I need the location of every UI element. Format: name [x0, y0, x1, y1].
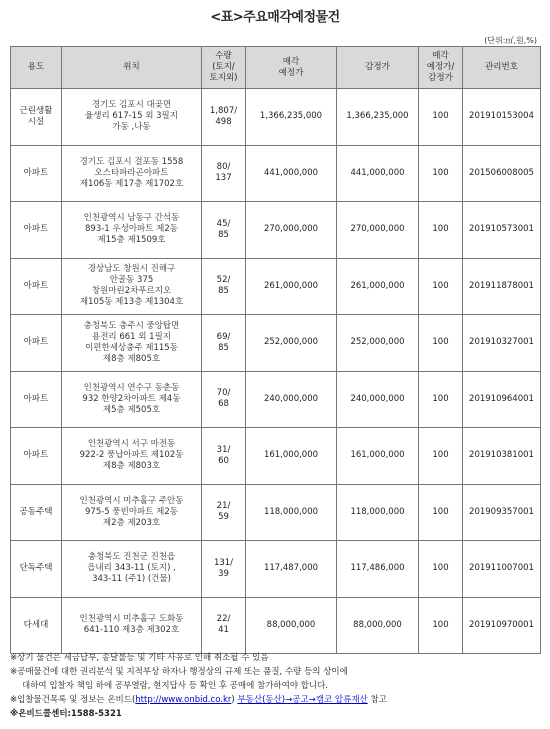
quantity-line: 22/	[216, 614, 231, 625]
cell-mgmt-no: 201910970001	[463, 597, 541, 654]
quantity-line: 39	[218, 568, 229, 579]
header-sale-price-line: 매각	[282, 56, 300, 67]
quantity-line: 60	[218, 455, 229, 466]
cell-usage	[11, 484, 62, 541]
cell-location	[62, 541, 202, 598]
cell-appraisal: 441,000,000	[337, 145, 419, 202]
cell-quantity	[202, 597, 246, 654]
location-line: 인천광역시 미추홀구 도화동	[79, 614, 184, 625]
header-quantity-line: 수량	[215, 51, 232, 61]
table-header-row	[11, 47, 541, 89]
quantity-line: 137	[215, 173, 232, 184]
location-line: 경기도 김포시 대곶면	[91, 100, 172, 111]
header-ratio-line: 예정가/	[426, 62, 455, 72]
quantity-line: 498	[215, 116, 232, 127]
quantity-line: 45/	[216, 218, 231, 229]
location-line: 922-2 풍납아파트 제102동	[79, 450, 184, 461]
cell-sale-price: 1,366,235,000	[246, 89, 337, 146]
location-line: 제8층 제803호	[102, 461, 161, 472]
property-table	[10, 46, 541, 654]
cell-location	[62, 597, 202, 654]
table-row	[11, 597, 541, 654]
cell-usage	[11, 428, 62, 485]
cell-location	[62, 484, 202, 541]
location-line: 893-1 우성아파트 제2동	[85, 224, 178, 235]
location-line: 율생리 617-15 외 3필지	[85, 111, 178, 122]
cell-quantity	[202, 371, 246, 428]
quantity-line: 131/	[213, 557, 234, 568]
usage-line: 공동주택	[19, 506, 53, 517]
table-row	[11, 202, 541, 259]
note-line: ※상기 물건은 세금납부, 송달불능 및 기타 사유로 인해 취소될 수 있음	[10, 653, 269, 663]
cell-quantity	[202, 258, 246, 315]
location-line: 충청북도 충주시 중앙탑면	[83, 320, 180, 331]
cell-mgmt-no: 201910381001	[463, 428, 541, 485]
quantity-line: 59	[218, 512, 229, 523]
table-row	[11, 315, 541, 372]
header-location: 위치	[62, 47, 202, 89]
cell-quantity	[202, 89, 246, 146]
header-sale-price	[246, 47, 337, 89]
table-row	[11, 541, 541, 598]
note-text: ※입찰물건목록 및 정보는 온비드(	[10, 695, 136, 705]
location-line: 가동 ,나동	[112, 122, 151, 133]
cell-appraisal: 240,000,000	[337, 371, 419, 428]
usage-line: 아파트	[23, 280, 49, 291]
cell-sale-price: 88,000,000	[246, 597, 337, 654]
location-line: 제106동 제17층 제1702호	[79, 178, 184, 189]
cell-ratio: 100	[419, 484, 463, 541]
cell-usage	[11, 315, 62, 372]
table-row	[11, 371, 541, 428]
table-row	[11, 145, 541, 202]
header-ratio-line: 매각	[432, 51, 449, 61]
document-title: <표>주요매각예정물건	[210, 10, 340, 25]
note-text: )	[231, 695, 238, 705]
location-line: 제105동 제13층 제1304호	[79, 297, 184, 308]
cell-quantity	[202, 202, 246, 259]
cell-usage	[11, 89, 62, 146]
location-line: 오스타파라곤아파트	[94, 167, 169, 178]
cell-appraisal: 252,000,000	[337, 315, 419, 372]
cell-mgmt-no: 201910573001	[463, 202, 541, 259]
location-line: 경상남도 창원시 진해구	[87, 264, 176, 275]
header-appraisal: 감정가	[337, 47, 419, 89]
location-line: 안골동 375	[109, 275, 154, 286]
header-ratio	[419, 47, 463, 89]
quantity-line: 80/	[216, 162, 231, 173]
header-sale-price-line: 예정가	[278, 67, 304, 78]
cell-usage	[11, 145, 62, 202]
cell-ratio: 100	[419, 597, 463, 654]
cell-appraisal: 261,000,000	[337, 258, 419, 315]
quantity-line: 52/	[216, 275, 231, 286]
usage-line: 다세대	[23, 619, 49, 630]
quantity-line: 85	[218, 229, 229, 240]
cell-usage	[11, 371, 62, 428]
cell-sale-price: 117,487,000	[246, 541, 337, 598]
table-row	[11, 89, 541, 146]
cell-mgmt-no: 201506008005	[463, 145, 541, 202]
header-quantity	[202, 47, 246, 89]
cell-sale-price: 441,000,000	[246, 145, 337, 202]
cell-mgmt-no: 201910153004	[463, 89, 541, 146]
cell-location	[62, 89, 202, 146]
cell-location	[62, 371, 202, 428]
usage-line: 아파트	[23, 450, 49, 461]
location-line: 제5층 제505호	[102, 404, 161, 415]
table-row	[11, 484, 541, 541]
location-line: 제8층 제805호	[102, 353, 161, 364]
cell-location	[62, 428, 202, 485]
location-line: 제15층 제1509호	[97, 235, 166, 246]
cell-ratio: 100	[419, 315, 463, 372]
cell-sale-price: 240,000,000	[246, 371, 337, 428]
cell-ratio: 100	[419, 541, 463, 598]
cell-sale-price: 252,000,000	[246, 315, 337, 372]
usage-line: 근린생활	[19, 105, 53, 116]
cell-usage	[11, 258, 62, 315]
quantity-line: 85	[218, 342, 229, 353]
location-line: 경기도 김포시 걸포동 1558	[79, 156, 184, 167]
location-line: 읍내리 343-11 (토지) ,	[87, 563, 176, 574]
location-line: 인천광역시 미추홀구 주안동	[79, 495, 184, 506]
cell-appraisal: 88,000,000	[337, 597, 419, 654]
location-line: 641-110 제3층 제302호	[83, 625, 180, 636]
cell-usage	[11, 202, 62, 259]
quantity-line: 21/	[216, 501, 231, 512]
cell-ratio: 100	[419, 202, 463, 259]
quantity-line: 1,807/	[209, 105, 238, 116]
location-line: 인천광역시 연수구 동춘동	[83, 382, 180, 393]
location-line: 용전리 661 외 1필지	[91, 331, 171, 342]
cell-ratio: 100	[419, 145, 463, 202]
notes	[10, 651, 540, 721]
cell-mgmt-no: 201909357001	[463, 484, 541, 541]
cell-mgmt-no: 201910964001	[463, 371, 541, 428]
quantity-line: 85	[218, 286, 229, 297]
header-mgmt-no: 관리번호	[463, 47, 541, 89]
cell-sale-price: 161,000,000	[246, 428, 337, 485]
cell-appraisal: 161,000,000	[337, 428, 419, 485]
note-line: 대하여 입찰자 책임 하에 공부열람, 현지답사 등 확인 후 공매에 참가하여야 합니다.	[22, 681, 329, 691]
cell-quantity	[202, 484, 246, 541]
header-quantity-line: 토지외)	[209, 73, 238, 83]
cell-location	[62, 202, 202, 259]
cell-ratio: 100	[419, 371, 463, 428]
table-row	[11, 428, 541, 485]
table-row	[11, 258, 541, 315]
onbid-link[interactable]: http://www.onbid.co.kr	[135, 695, 232, 705]
usage-line: 시설	[27, 116, 45, 127]
unit-label: (단위:㎡,원,%)	[484, 36, 537, 45]
location-line: 975-5 풍빈아파트 제2동	[85, 506, 178, 517]
location-line: 충청북도 진천군 진천읍	[87, 552, 176, 563]
usage-line: 아파트	[23, 393, 49, 404]
cell-location	[62, 145, 202, 202]
cell-sale-price: 118,000,000	[246, 484, 337, 541]
cell-location	[62, 258, 202, 315]
cell-appraisal: 270,000,000	[337, 202, 419, 259]
usage-line: 아파트	[23, 337, 49, 348]
location-line: 932 한양2차아파트 제4동	[82, 393, 181, 404]
cell-ratio: 100	[419, 258, 463, 315]
usage-line: 아파트	[23, 224, 49, 235]
location-line: 인천광역시 서구 마전동	[87, 439, 176, 450]
cell-usage	[11, 597, 62, 654]
callcenter-note: ※온비드콜센터:1588-5321	[10, 709, 122, 719]
cell-ratio: 100	[419, 89, 463, 146]
quantity-line: 68	[218, 399, 229, 410]
cell-quantity	[202, 145, 246, 202]
note-line: ※공매물건에 대한 권리분석 및 지적부상 하자나 행정상의 규제 또는 품질, 수량 등의 상이에	[10, 667, 348, 677]
note-text: 참고	[367, 695, 387, 705]
cell-appraisal: 117,486,000	[337, 541, 419, 598]
location-line: 창원마린2차푸르지오	[91, 286, 172, 297]
cell-appraisal: 118,000,000	[337, 484, 419, 541]
cell-quantity	[202, 428, 246, 485]
cell-mgmt-no: 201911878001	[463, 258, 541, 315]
cell-mgmt-no: 201910327001	[463, 315, 541, 372]
header-quantity-line: (토지/	[212, 62, 235, 72]
quantity-line: 31/	[216, 444, 231, 455]
note-line	[10, 693, 540, 707]
header-ratio-line: 감정가	[428, 73, 453, 83]
cell-appraisal: 1,366,235,000	[337, 89, 419, 146]
cell-mgmt-no: 201911007001	[463, 541, 541, 598]
quantity-line: 69/	[216, 331, 231, 342]
cell-ratio: 100	[419, 428, 463, 485]
usage-line: 단독주택	[19, 563, 53, 574]
quantity-line: 70/	[216, 388, 231, 399]
location-line: 이편한세상충주 제115동	[85, 342, 178, 353]
onbid-path-link[interactable]: 부동산(동산)→공고→캠코 압류재산	[237, 695, 368, 705]
usage-line: 아파트	[23, 167, 49, 178]
location-line: 343-11 (주1) (건물)	[92, 574, 171, 585]
cell-sale-price: 270,000,000	[246, 202, 337, 259]
cell-sale-price: 261,000,000	[246, 258, 337, 315]
location-line: 제2층 제203호	[102, 517, 161, 528]
quantity-line: 41	[218, 625, 229, 636]
cell-quantity	[202, 315, 246, 372]
cell-quantity	[202, 541, 246, 598]
cell-location	[62, 315, 202, 372]
cell-usage	[11, 541, 62, 598]
header-usage: 용도	[11, 47, 62, 89]
location-line: 인천광역시 남동구 간석동	[83, 213, 180, 224]
